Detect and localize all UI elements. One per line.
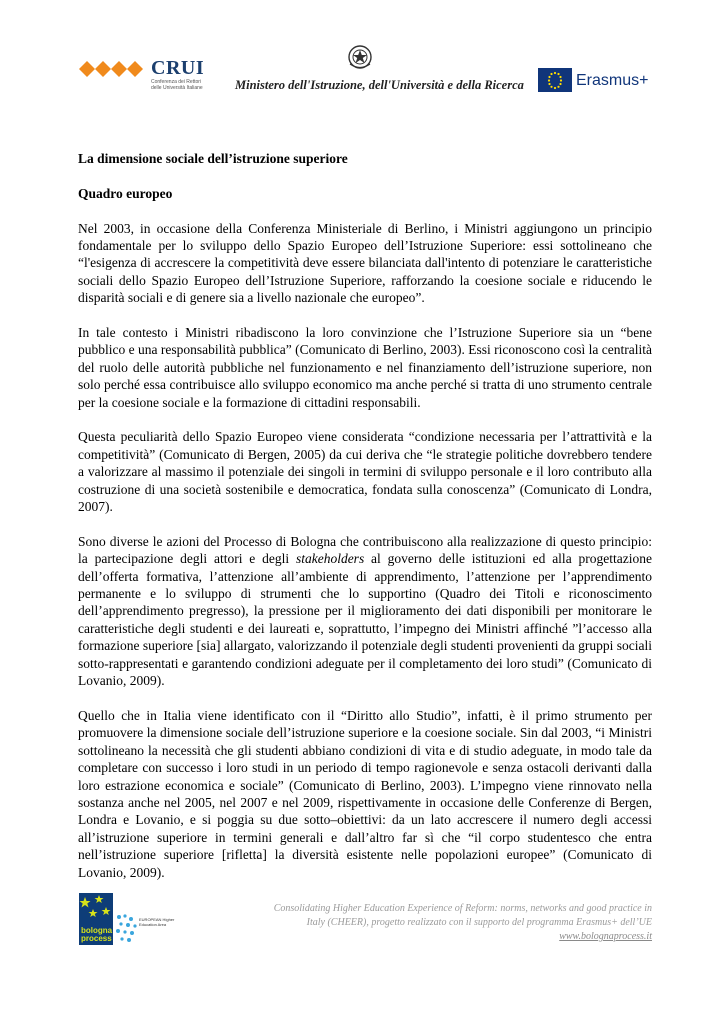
erasmus-logo	[538, 68, 658, 94]
stakeholders-term: stakeholders	[295, 551, 365, 567]
ministry-logo	[235, 44, 524, 104]
bologna-process-logo	[79, 893, 175, 949]
italian-emblem-icon	[347, 44, 373, 70]
bologna-stars-icon	[79, 893, 113, 925]
document-body	[78, 150, 652, 881]
footer-line-2: Italy (CHEER), progetto realizzato con il supporto del programma Erasmus+ dell’UE	[306, 917, 652, 928]
paragraph-4-end: al governo delle istituzioni ed alla progettazione dell’offerta formativa, l’attenzione all’ambiente di apprendimento, l’attenzione per l’apprendimento permanente e lo sviluppo di strumenti che lo supportino (Quadro dei Titoli e riconoscimento dell’apprendimento pregresso), la pressione per il miglioramento dei dati disponibili per monitorare le caratteristiche degli studenti e dei laureati e, soprattutto, l’impegno dei Ministri affinché ”l’accesso alla formazione superiore [sia] allargato, valorizzando il potenziale degli studenti provenienti da gruppi sociali sotto-rappresentati e garantendo condizioni adeguate per il completamento dei loro studi” (Comunicato di Lovanio, 2009).	[78, 551, 652, 689]
erasmus-name: Erasmus+	[576, 72, 649, 89]
paragraph-1: Nel 2003, in occasione della Conferenza Ministeriale di Berlino, i Ministri aggiungono un principio fondamentale per lo sviluppo dello Spazio Europeo dell’Istruzione Superiore: essi sottolineano che “l'esigenza di accrescere la competitività deve essere bilanciata dall'intento di potenziare le caratteristiche sociali dello Spazio Europeo dell’Istruzione Superiore, rafforzando la coesione sociale e riducendo le disparità sociali e di genere sia a livello nazionale che europeo”.	[78, 220, 652, 306]
crui-logo	[79, 58, 219, 98]
crui-diamonds-icon	[79, 61, 149, 77]
document-title: La dimensione sociale dell’istruzione superiore	[78, 151, 348, 166]
footer-credits	[274, 902, 652, 944]
paragraph-5: Quello che in Italia viene identificato con il “Diritto allo Studio”, infatti, è il primo strumento per promuovere la dimensione sociale dell’istruzione superiore e la coesione sociale. Sin dal 2003, “i Ministri sottolineano la necessità che gli studenti abbiano condizioni di vita e di studio adeguate, in modo tale da completare con successo i loro studi in un periodo di tempo ragionevole e senza ostacoli derivanti dalla loro estrazione economica e sociale” (Comunicato di Berlino, 2003). L’impegno viene rinnovato nella sostanza anche nel 2005, nel 2007 e nel 2009, rispettivamente in occasione delle Conferenze di Bergen, Londra e Lovanio, e si poggia su due sotto–obiettivi: da un lato accrescere il numero degli accessi all’istruzione superiore in termini generali e dall’altro far sì che “il corpo studentesco che entra nell’istruzione superiore [rifletta] la diversità esistente nelle popolazioni europee” (Comunicato di Lovanio, 2009).	[78, 707, 652, 880]
paragraph-4	[78, 533, 652, 690]
eu-flag-icon	[538, 68, 572, 92]
crui-name: CRUI	[151, 57, 205, 79]
section-heading: Quadro europeo	[78, 185, 173, 201]
paragraph-3: Questa peculiarità dello Spazio Europeo viene considerata “condizione necessaria per l’attrattività e la competitività” (Comunicato di Bergen, 2005) da cui deriva che “le strategie politiche dovrebbero tendere a valorizzare al massimo il potenziale dei singoli in termini di sviluppo personale e il loro contributo alla costruzione di una società sostenibile e democratica, fondata sulla conoscenza” (Comunicato di Londra, 2007).	[78, 429, 652, 515]
ehea-dots-icon	[115, 913, 139, 943]
ministry-name: Ministero dell'Istruzione, dell'Università e della Ricerca	[235, 78, 524, 92]
page-header	[0, 0, 725, 110]
paragraph-2: In tale contesto i Ministri ribadiscono la loro convinzione che l’Istruzione Superiore sia un “bene pubblico e una responsabilità pubblica” (Comunicato di Berlino, 2003). Essi riconoscono così la centralità del ruolo delle autorità pubbliche nel funzionamento e nel finanziamento dell’istruzione superiore, non solo perché essa contribuisce allo sviluppo economico ma anche perché si tratta di uno strumento centrale per la coesione sociale e la formazione di cittadini responsabili.	[78, 325, 652, 410]
ehea-label: EUROPEAN Higher Education Area	[139, 917, 175, 927]
bologna-label-line-2: process	[81, 934, 112, 943]
crui-subtitle: Conferenza dei Rettori delle Università Italiane	[151, 79, 203, 91]
bologna-label-line-1: bologna	[81, 926, 113, 935]
paragraph-4-start: Sono diverse le azioni del Processo di Bologna che contribuiscono alla realizzazione di questo principio: la partecipazione degli attori e degli	[78, 533, 652, 567]
footer-line-1: Consolidating Higher Education Experience of Reform: norms, networks and good practice in	[273, 903, 652, 914]
bologna-process-badge	[79, 893, 113, 945]
footer-website-link[interactable]: www.bolognaprocess.it	[559, 931, 652, 942]
